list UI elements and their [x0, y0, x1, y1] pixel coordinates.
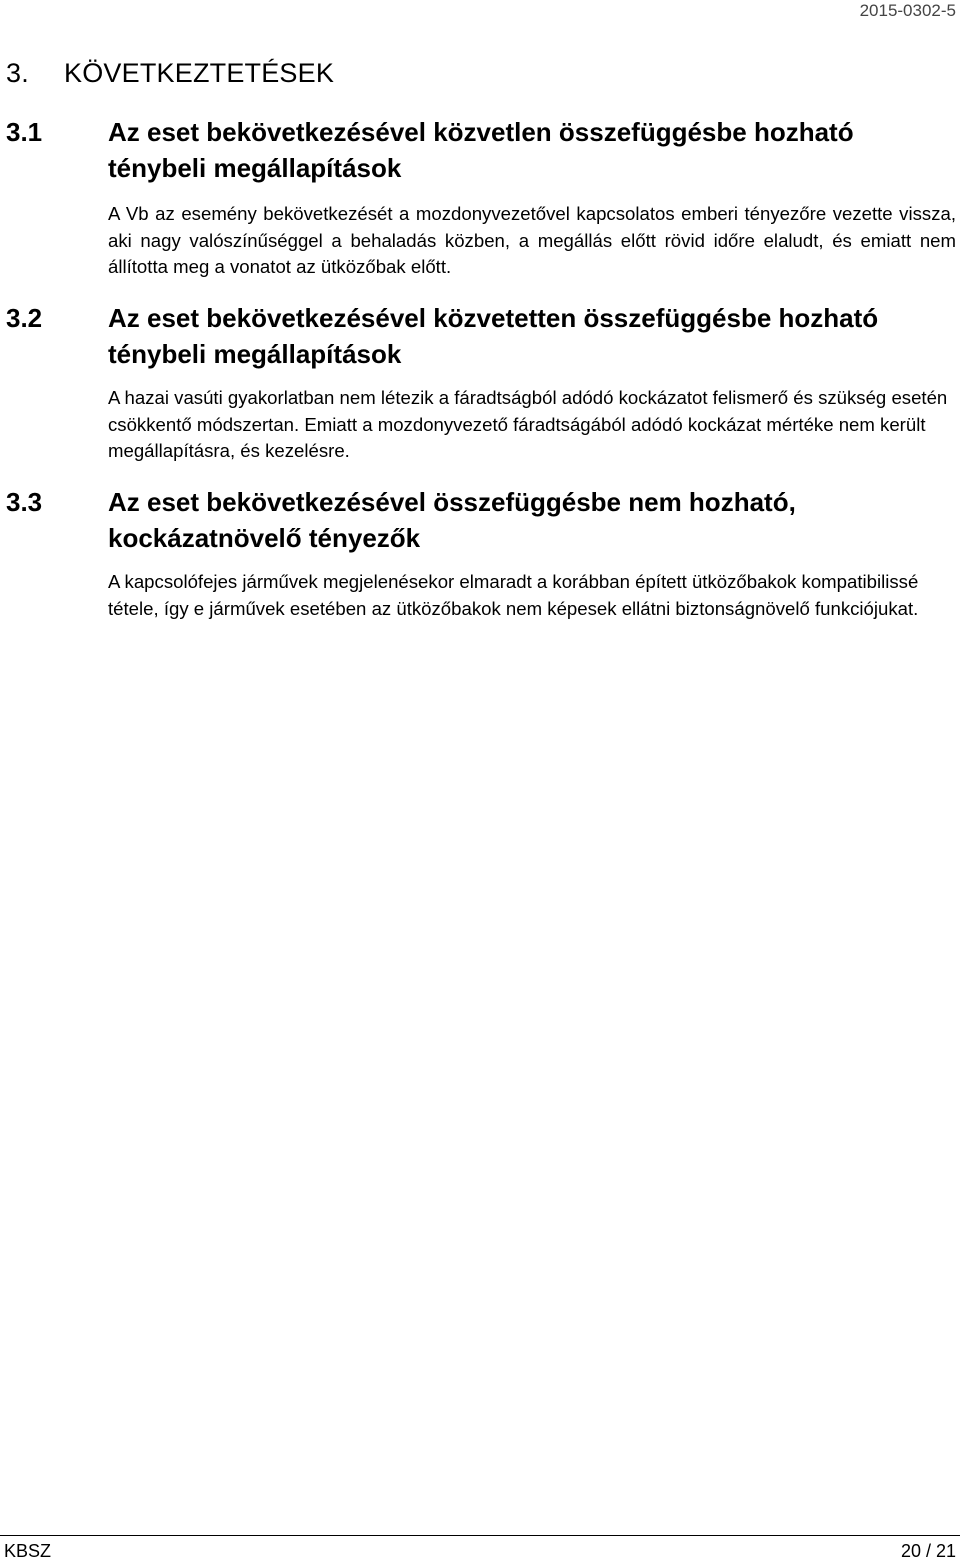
section-heading — [0, 114, 960, 186]
page-number: 20 / 21 — [900, 1541, 956, 1561]
section-number: 3.1 — [6, 117, 43, 147]
section-body: A Vb az esemény bekövetkezését a mozdonyvezetővel kapcsolatos emberi tényezőre vezette vissza, aki nagy valószínűséggel a behaladás közben, a megállás előtt rövid időre elaludt, és emiatt nem állította meg a vonatot az ütközőbak előtt. — [108, 203, 956, 278]
section-title: Az eset bekövetkezésével összefüggésbe nem hozható, kockázatnövelő tényezők — [108, 487, 796, 553]
section-body: A hazai vasúti gyakorlatban nem létezik a fáradtságból adódó kockázatot felismerő és szükség esetén csökkentő módszertan. Emiatt a mozdonyvezető fáradtságából adódó kockázat mértéke nem került megállapításra, és kezelésre. — [108, 387, 948, 462]
section-body: A kapcsolófejes járművek megjelenésekor elmaradt a korábban épített ütközőbakok kompatibilissé tétele, így e járművek esetében az ütközőbakok nem képesek ellátni biztonságnövelő funkciójukat. — [108, 571, 919, 619]
chapter-title-text: KÖVETKEZTETÉSEK — [64, 58, 335, 88]
section-heading — [0, 300, 960, 372]
chapter-title — [6, 56, 334, 90]
chapter-number: 3. — [6, 58, 29, 88]
section-heading — [0, 484, 960, 556]
section-number: 3.3 — [6, 487, 43, 517]
page-footer — [0, 1535, 960, 1561]
section-3-3 — [0, 484, 960, 622]
section-title: Az eset bekövetkezésével közvetlen összefüggésbe hozható ténybeli megállapítások — [108, 117, 854, 183]
section-3-2 — [0, 300, 960, 465]
section-number: 3.2 — [6, 303, 43, 333]
footer-organization: KBSZ — [4, 1541, 52, 1561]
document-id: 2015-0302-5 — [859, 1, 956, 20]
section-3-1 — [0, 114, 960, 281]
section-title: Az eset bekövetkezésével közvetetten összefüggésbe hozható ténybeli megállapítások — [108, 303, 879, 369]
